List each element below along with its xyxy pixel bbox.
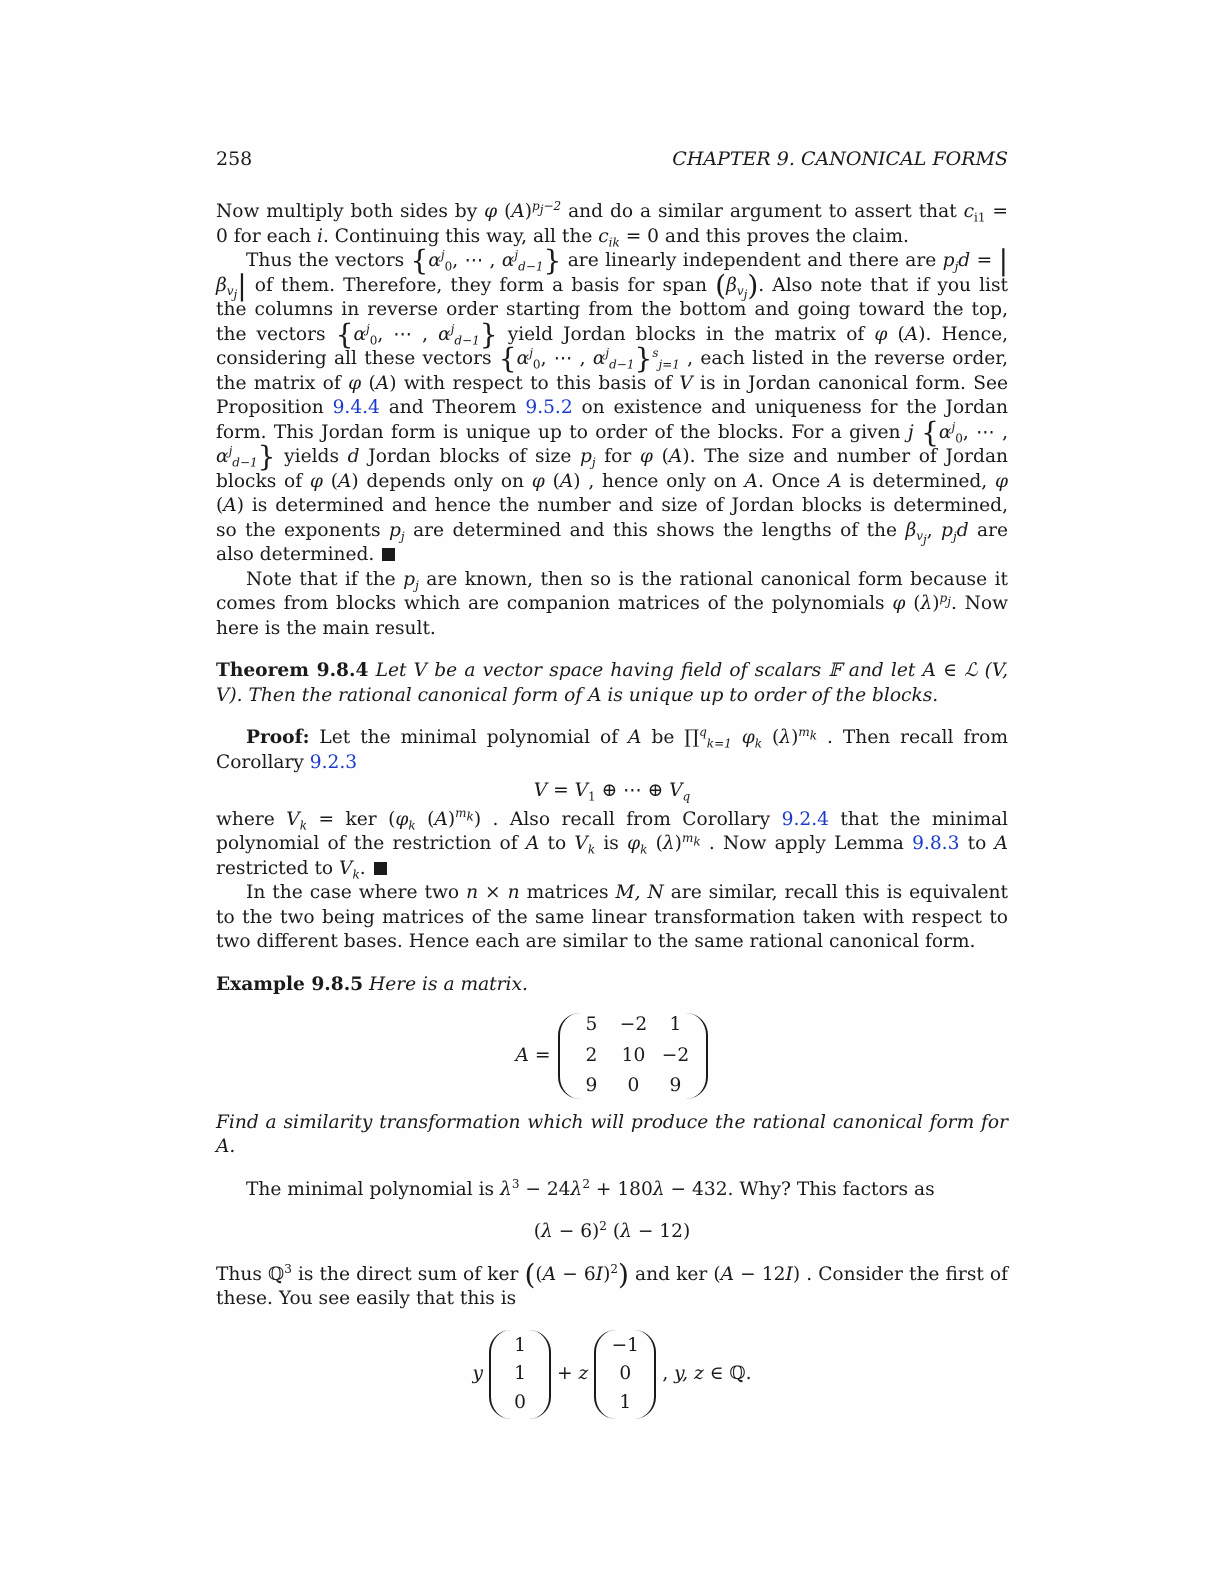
paragraph: Note that if the $p_j$ are known, then so is the rational canonical form because it comes from blocks which are companion matrices of the polynomials φ $(\lambda)^{p_j}$. Now here is the main result. — [216, 568, 1009, 639]
ref-lem-9-8-3[interactable]: 9.8.3 — [912, 833, 960, 854]
example-intro: Here is a matrix. — [369, 973, 528, 995]
paragraph: In the case where two n × n matrices M, N are similar, recall this is equivalent to the two being matrices of the same linear transformation taken with respect to two different bases. Hence each are similar to the same rational canonical form. — [216, 882, 1008, 952]
vector-cell: 0 — [514, 1391, 526, 1413]
chapter-title: CHAPTER 9. CANONICAL FORMS — [672, 148, 1008, 170]
running-header — [216, 148, 1008, 170]
matrix-cell: 10 — [621, 1044, 646, 1066]
vector-cell: 1 — [619, 1391, 632, 1413]
span-display: y 1 1 0 + z −1 0 1 , y, z ∈ ℚ. — [216, 1330, 1008, 1420]
qed-symbol — [382, 548, 395, 561]
vector-cell: 1 — [514, 1363, 526, 1384]
vector-cell: −1 — [611, 1334, 640, 1356]
equation: $(\lambda - 6)^2$ (λ − 12) — [533, 1218, 691, 1242]
matrix-cell: 1 — [669, 1014, 682, 1035]
ref-cor-9-2-4[interactable]: 9.2.4 — [781, 808, 829, 830]
matrix-cell: 9 — [669, 1075, 682, 1096]
matrix-cell: 9 — [585, 1075, 598, 1096]
example-label: Example 9.8.5 — [216, 973, 364, 995]
paragraph: where $V_k$ = ker ($\varphi_k$ $(A)^{m_k}$) . Also recall from Corollary 9.2.4 that the minimal polynomial of the restriction of A to $V_k$ is $\varphi_k$ $(\lambda)^{m_k}$ . Now apply Lemma 9.8.3 to A restricted to $V_k$. — [216, 806, 1008, 882]
matrix-cell: 2 — [585, 1044, 598, 1066]
theorem-label: Theorem 9.8.4 — [216, 660, 369, 681]
matrix-display — [216, 1013, 1008, 1099]
equation: $V = V_1$ ⊕ ⋯ ⊕ $V_q$ — [533, 780, 691, 804]
vector-2 — [594, 1330, 656, 1420]
matrix-cell: 0 — [627, 1075, 640, 1096]
paragraph: Now multiply both sides by φ $(A)^{p_j-2}$ and do a similar argument to assert that $c_{i1} = 0$ for each i. Continuing this way, all the $c_{ik} = 0$ and this proves the claim. — [216, 198, 1009, 250]
example-task: Find a similarity transformation which will produce the rational canonical form for A. — [216, 1111, 1008, 1157]
vector-1 — [489, 1330, 551, 1420]
matrix-a — [558, 1013, 708, 1099]
ref-prop-9-4-4[interactable]: 9.4.4 — [332, 397, 380, 418]
matrix-cell: 5 — [585, 1014, 598, 1035]
vector-cell: 0 — [619, 1363, 632, 1384]
vector-cell: 1 — [514, 1334, 526, 1356]
matrix-name: A = — [515, 1044, 551, 1066]
theorem — [216, 659, 1008, 708]
paragraph: The minimal polynomial is $\lambda^3 - 24\lambda^2 + 180\lambda - 432$. Why? This factors as — [246, 1176, 935, 1200]
ref-thm-9-5-2[interactable]: 9.5.2 — [525, 397, 573, 418]
theorem-statement: Let V be a vector space having field of scalars 𝔽 and let A ∈ ℒ (V, V). Then the rational canonical form of A is unique up to order of the blocks. — [216, 660, 1008, 706]
qed-symbol — [374, 862, 387, 875]
page — [216, 0, 1008, 1584]
matrix-cell: −2 — [619, 1014, 648, 1035]
example — [216, 973, 1008, 998]
proof: Proof: Let the minimal polynomial of A be ∏$^q_{k=1}$ $\varphi_k$ $(\lambda)^{m_k}$ . Then recall from Corollary 9.2.3 — [216, 724, 1008, 773]
page-number: 258 — [216, 148, 253, 170]
paragraph: Thus the vectors {$\alpha^j_0$, ⋯ , $\alpha^j_{d-1}$} are linearly independent and there are $p_jd = |\beta_{v_j}|$ of them. Therefore, they form a basis for span $(\beta_{v_j})$. Also note that if you list the columns in reverse order starting from the bottom and going toward the top, the vectors {$\alpha^j_0$, ⋯ , $\alpha^j_{d-1}$} yield Jordan blocks in the matrix of φ (A). Hence, considering all these vectors {$\alpha^j_0$, ⋯ , $\alpha^j_{d-1}\}^s_{j=1}$ , each listed in the reverse order, the matrix of φ (A) with respect to this basis of V is in Jordan canonical form. See Proposition 9.4.4 and Theorem 9.5.2 on existence and uniqueness for the Jordan form. This Jordan form is unique up to order of the blocks. For a given j {$\alpha^j_0$, ⋯ , $\alpha^j_{d-1}$} yields d Jordan blocks of size $p_j$ for φ (A). The size and number of Jordan blocks of φ (A) depends only on φ (A) , hence only on A. Once A is determined, φ (A) is determined and hence the number and size of Jordan blocks is determined, so the exponents $p_j$ are determined and this shows the lengths of the $\beta_{v_j}$, $p_jd$ are also determined. — [216, 244, 1009, 565]
ref-cor-9-2-3[interactable]: 9.2.3 — [309, 751, 358, 773]
body-text — [216, 200, 1008, 1431]
matrix-cell: −2 — [661, 1044, 690, 1066]
paragraph: Thus ℚ$^3$ is the direct sum of ker $((A - 6I)^2)$ and ker (A − 12I) . Consider the first of these. You see easily that this is — [216, 1257, 1009, 1309]
